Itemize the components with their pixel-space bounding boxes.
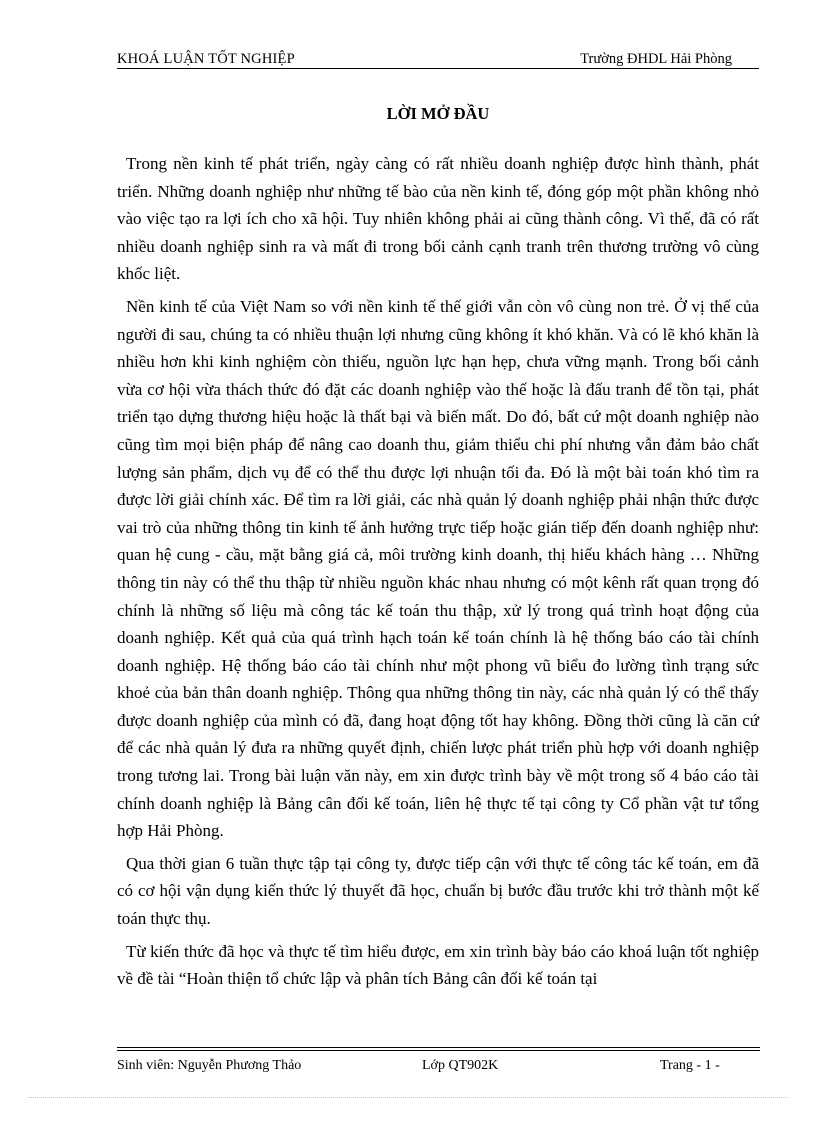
paragraph-1: Trong nền kinh tế phát triển, ngày càng có rất nhiều doanh nghiệp được hình thành, phát triển. Những doanh nghiệp như những tế bào của nền kinh tế, đóng góp một phần không nhỏ vào việc tạo ra lợi ích cho xã hội. Tuy nhiên không phải ai cũng thành công. Vì thế, đã có rất nhiều doanh nghiệp sinh ra và mất đi trong bối cảnh cạnh tranh trên thương trường vô cùng khốc liệt.	[117, 154, 759, 284]
paragraph-4: Từ kiến thức đã học và thực tế tìm hiểu được, em xin trình bày báo cáo khoá luận tốt nghiệp về đề tài “Hoàn thiện tổ chức lập và phân tích Bảng cân đối kế toán tại	[117, 941, 759, 989]
paragraph-2: Nền kinh tế của Việt Nam so với nền kinh tế thế giới vẫn còn vô cùng non trẻ. Ở vị thế của người đi sau, chúng ta có nhiều thuận lợi nhưng cũng không ít khó khăn. Và có lẽ khó khăn là nhiều hơn khi kinh nghiệm còn thiếu, nguồn lực hạn hẹp, chưa vững mạnh. Trong bối cảnh vừa cơ hội vừa thách thức đó đặt các doanh nghiệp vào thế hoặc là đấu tranh để tồn tại, phát triển tạo dựng thương hiệu hoặc là thất bại và biến mất. Do đó, bất cứ một doanh nghiệp nào cũng tìm mọi biện pháp để nâng cao doanh thu, giảm thiểu chi phí nhưng vẫn đảm bảo chất lượng sản phẩm, dịch vụ để có thể thu được lợi nhuận tối đa. Đó là một bài toán khó tìm ra được lời giải chính xác. Để tìm ra lời giải, các nhà quản lý doanh nghiệp phải nhận thức được vai trò của những thông tin kinh tế ảnh hưởng trực tiếp hoặc gián tiếp đến doanh nghiệp như: quan hệ cung - cầu, mặt bằng giá cả, môi trường kinh doanh, thị hiếu khách hàng … Những thông tin này có thể thu thập từ nhiều nguồn khác nhau nhưng có một kênh rất quan trọng đó chính là những số liệu mà công tác kế toán thu thập, xử lý trong quá trình hoạt động của doanh nghiệp. Kết quả của quá trình hạch toán kế toán chính là hệ thống báo cáo tài chính doanh nghiệp. Hệ thống báo cáo tài chính như một phong vũ biểu đo lường tình trạng sức khoẻ của bản thân doanh nghiệp. Thông qua những thông tin này, các nhà quản lý có thể thấy được doanh nghiệp của mình có đã, đang hoạt động tốt hay không. Đồng thời cũng là căn cứ để các nhà quản lý đưa ra những quyết định, chiến lược phát triển phù hợp với doanh nghiệp trong tương lai. Trong bài luận văn này, em xin được trình bày về một trong số 4 báo cáo tài chính doanh nghiệp là Bảng cân đối kế toán, liên hệ thực tế tại công ty Cổ phần vật tư tổng hợp Hải Phòng.	[117, 296, 759, 841]
footer-page-number: Trang - 1 -	[660, 1058, 720, 1073]
footer-student-name: Sinh viên: Nguyễn Phương Thảo	[117, 1058, 302, 1073]
footer-rule-bottom	[117, 1050, 760, 1051]
page-break-divider	[28, 1097, 788, 1098]
footer-rule-top	[117, 1047, 760, 1048]
header-thesis-label: KHOÁ LUẬN TỐT NGHIỆP	[117, 51, 295, 67]
document-body	[117, 150, 759, 998]
page-title: LỜI MỞ ĐẦU	[386, 104, 490, 123]
paragraph-3: Qua thời gian 6 tuần thực tập tại công ty, được tiếp cận với thực tế công tác kế toán, em đã có cơ hội vận dụng kiến thức lý thuyết đã học, chuẩn bị bước đầu trước khi trở thành một kế toán thực thụ.	[117, 853, 759, 929]
footer-class: Lớp QT902K	[422, 1058, 499, 1073]
page-header	[117, 50, 759, 69]
header-school-name: Trường ĐHDL Hải Phòng	[580, 51, 732, 67]
